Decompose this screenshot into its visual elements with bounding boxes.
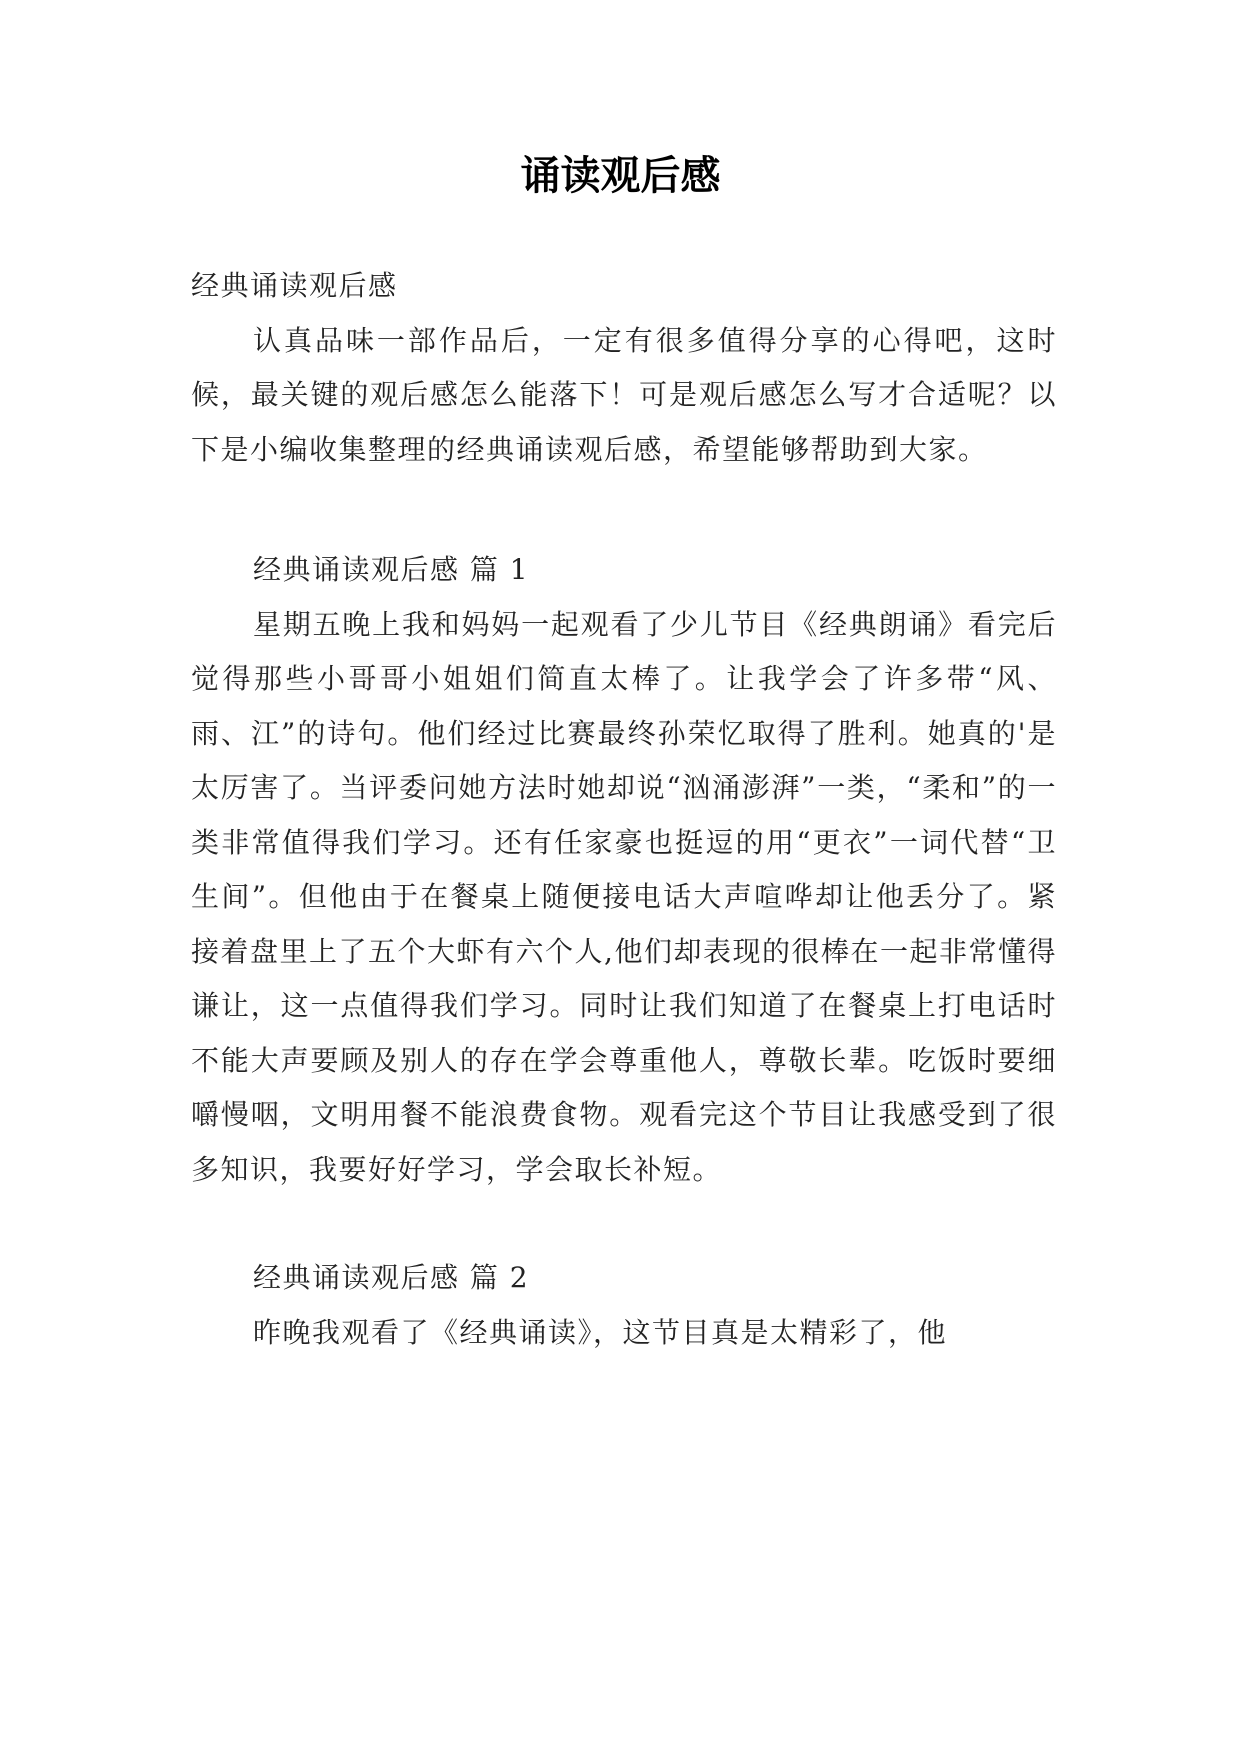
section-heading-1: 经典诵读观后感 篇 1 — [253, 553, 530, 586]
section-heading-2: 经典诵读观后感 篇 2 — [253, 1261, 530, 1294]
document-body — [191, 259, 1057, 1360]
document-subtitle: 经典诵读观后感 — [191, 269, 398, 302]
section-paragraph-2: 昨晚我观看了《经典诵读》，这节目真是太精彩了，他 — [253, 1315, 948, 1349]
paragraph-spacer — [191, 477, 1057, 543]
section-paragraph-1: 星期五晚上我和妈妈一起观看了少儿节目《经典朗诵》看完后觉得那些小哥哥小姐姐们简直太棒了。让我学会了许多带“风、雨、江”的诗句。他们经过比赛最终孙荣忆取得了胜利。她真的'是太厉害了。当评委问她方法时她却说“汹涌澎湃”一类，“柔和”的一类非常值得我们学习。还有任家豪也挺逗的用“更衣”一词代替“卫生间”。但他由于在餐桌上随便接电话大声喧哗却让他丢分了。紧接着盘里上了五个大虾有六个人,他们却表现的很棒在一起非常懂得谦让，这一点值得我们学习。同时让我们知道了在餐桌上打电话时不能大声要顾及别人的存在学会尊重他人，尊敬长辈。吃饭时要细嚼慢咽，文明用餐不能浪费食物。观看完这个节目让我感受到了很多知识，我要好好学习，学会取长补短。 — [191, 607, 1057, 1186]
paragraph-spacer — [191, 1197, 1057, 1251]
intro-paragraph: 认真品味一部作品后，一定有很多值得分享的心得吧，这时候，最关键的观后感怎么能落下！可是观后感怎么写才合适呢？以下是小编收集整理的经典诵读观后感，希望能够帮助到大家。 — [191, 323, 1057, 466]
document-title: 诵读观后感 — [520, 153, 721, 199]
